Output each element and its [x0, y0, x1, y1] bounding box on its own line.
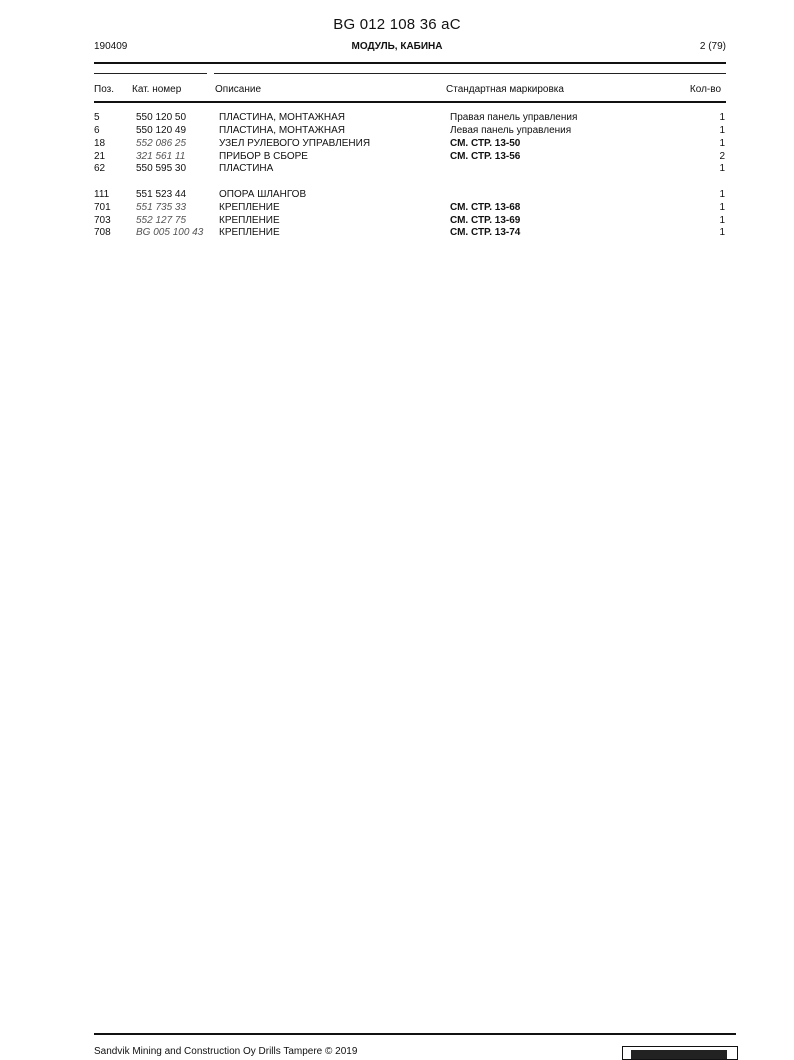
header-rule: [94, 62, 726, 64]
page-number: 2 (79): [699, 41, 726, 52]
part-description: КРЕПЛЕНИЕ: [219, 202, 280, 213]
part-position: 18: [94, 138, 106, 149]
part-position: 21: [94, 151, 106, 162]
column-header-std: Стандартная маркировка: [446, 84, 564, 95]
standard-marking: Правая панель управления: [450, 112, 578, 123]
quantity: 1: [719, 227, 725, 238]
standard-marking: СМ. СТР. 13-74: [450, 227, 521, 238]
part-position: 6: [94, 125, 100, 136]
table-row: [0, 201, 794, 214]
quantity: 1: [719, 215, 725, 226]
header-date: 190409: [94, 41, 128, 52]
part-position: 62: [94, 163, 106, 174]
quantity: 1: [719, 202, 725, 213]
catalog-number: 550 120 50: [136, 112, 187, 123]
footer-rule: [94, 1033, 736, 1035]
part-position: 111: [94, 189, 110, 200]
standard-marking: Левая панель управления: [450, 125, 572, 136]
part-description: ПЛАСТИНА, МОНТАЖНАЯ: [219, 125, 345, 136]
quantity: 1: [719, 138, 725, 149]
catalog-number: 551 523 44: [136, 189, 187, 200]
column-rule-right: [214, 73, 726, 74]
catalog-number: BG 005 100 43: [136, 227, 204, 238]
quantity: 1: [719, 112, 725, 123]
footer-copyright: Sandvik Mining and Construction Oy Drills Tampere © 2019: [94, 1046, 358, 1057]
standard-marking: СМ. СТР. 13-68: [450, 202, 521, 213]
table-row: [0, 162, 794, 175]
table-row: [0, 137, 794, 150]
standard-marking: СМ. СТР. 13-56: [450, 151, 521, 162]
part-description: УЗЕЛ РУЛЕВОГО УПРАВЛЕНИЯ: [219, 138, 371, 149]
part-position: 708: [94, 227, 111, 238]
document-number: BG 012 108 36 aC: [333, 16, 461, 33]
section-title: МОДУЛЬ, КАБИНА: [351, 41, 443, 52]
column-header-pos: Поз.: [94, 84, 114, 95]
column-header-desc: Описание: [215, 84, 262, 95]
part-description: КРЕПЛЕНИЕ: [219, 215, 280, 226]
part-description: КРЕПЛЕНИЕ: [219, 227, 280, 238]
part-position: 703: [94, 215, 111, 226]
catalog-number: 552 127 75: [136, 215, 187, 226]
table-row: [0, 226, 794, 239]
catalog-number: 550 595 30: [136, 163, 187, 174]
quantity: 1: [719, 125, 725, 136]
sandvik-logo: [622, 1046, 738, 1060]
part-description: ПРИБОР В СБОРЕ: [219, 151, 308, 162]
table-row: [0, 124, 794, 137]
catalog-number: 550 120 49: [136, 125, 187, 136]
quantity: 2: [719, 151, 725, 162]
catalog-number: 551 735 33: [136, 202, 187, 213]
part-description: ОПОРА ШЛАНГОВ: [219, 189, 307, 200]
column-header-qty: Кол-во: [689, 84, 721, 95]
part-position: 701: [94, 202, 111, 213]
standard-marking: СМ. СТР. 13-50: [450, 138, 521, 149]
column-rule-left: [94, 73, 207, 74]
table-row: [0, 188, 794, 201]
column-header-cat: Кат. номер: [132, 84, 182, 95]
quantity: 1: [719, 163, 725, 174]
part-description: ПЛАСТИНА: [219, 163, 274, 174]
table-header-rule: [94, 101, 726, 103]
quantity: 1: [719, 189, 725, 200]
part-description: ПЛАСТИНА, МОНТАЖНАЯ: [219, 112, 345, 123]
table-row: [0, 111, 794, 124]
standard-marking: СМ. СТР. 13-69: [450, 215, 521, 226]
catalog-number: 321 561 11: [136, 151, 186, 162]
part-position: 5: [94, 112, 100, 123]
catalog-number: 552 086 25: [136, 138, 187, 149]
